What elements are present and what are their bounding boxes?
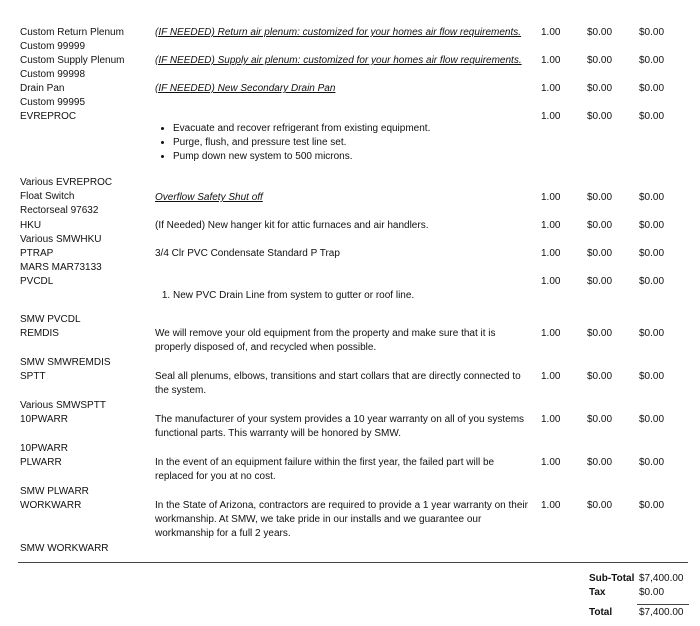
item-total: $0.00	[639, 414, 665, 425]
item-code	[20, 485, 150, 513]
subtotal-value: $7,400.00	[639, 573, 684, 584]
numbered-list	[155, 289, 533, 303]
tax-value: $0.00	[639, 587, 665, 598]
item-qty: 1.00	[541, 276, 561, 287]
bullet-item: • Evacuate and recover refrigerant from existing equipment.	[173, 122, 533, 136]
divider	[18, 562, 688, 563]
item-price: $0.00	[587, 414, 613, 425]
item-code	[20, 399, 150, 427]
item-price: $0.00	[587, 457, 613, 468]
item-code-line: PVCDL	[20, 276, 54, 287]
item-code-line: WORKWARR	[20, 500, 82, 511]
numbered-item: 1. New PVC Drain Line from system to gutter or roof line.	[173, 289, 533, 303]
item-price: $0.00	[587, 248, 613, 259]
item-total: $0.00	[639, 27, 665, 38]
item-code	[20, 219, 150, 247]
item-price: $0.00	[587, 55, 613, 66]
item-total: $0.00	[639, 55, 665, 66]
item-code	[20, 26, 150, 54]
bullet-list	[155, 122, 533, 164]
item-code-line: PLWARR	[20, 457, 62, 468]
item-description: We will remove your old equipment from the property and make sure that it is properly disposed of, and recycled when possible.	[155, 328, 496, 353]
item-qty: 1.00	[541, 111, 561, 122]
item-code-line: 10PWARR	[20, 443, 68, 454]
item-qty: 1.00	[541, 500, 561, 511]
item-code-line: SMW PVCDL	[20, 314, 81, 325]
item-qty: 1.00	[541, 83, 561, 94]
item-code	[20, 247, 150, 275]
item-description: Seal all plenums, elbows, transitions and start collars that are directly connected to the system.	[155, 371, 521, 396]
bullet-item: • Purge, flush, and pressure test line set.	[173, 136, 533, 150]
item-price: $0.00	[587, 500, 613, 511]
item-total: $0.00	[639, 276, 665, 287]
item-price: $0.00	[587, 27, 613, 38]
item-price: $0.00	[587, 192, 613, 203]
item-qty: 1.00	[541, 371, 561, 382]
item-code-line: Custom 99995	[20, 97, 86, 108]
item-code-line: 10PWARR	[20, 414, 68, 425]
item-code-line: EVREPROC	[20, 111, 77, 122]
item-code-line: Rectorseal 97632	[20, 205, 99, 216]
item-code	[20, 110, 150, 124]
item-total: $0.00	[639, 111, 665, 122]
item-total: $0.00	[639, 328, 665, 339]
item-code-line: PTRAP	[20, 248, 54, 259]
item-description: In the event of an equipment failure within the first year, the failed part will be replaced for you at no cost.	[155, 457, 495, 482]
item-total: $0.00	[639, 500, 665, 511]
subtotal-label: Sub-Total	[589, 573, 635, 584]
item-qty: 1.00	[541, 55, 561, 66]
item-description	[155, 122, 533, 164]
item-code-line: Custom Supply Plenum	[20, 55, 125, 66]
item-code	[20, 82, 150, 110]
item-code-line: Various EVREPROC	[20, 177, 113, 188]
item-code-line: Custom 99998	[20, 69, 86, 80]
item-qty: 1.00	[541, 328, 561, 339]
item-code	[20, 313, 150, 341]
item-code-line: Float Switch	[20, 191, 75, 202]
item-price: $0.00	[587, 276, 613, 287]
item-description: 3/4 Clr PVC Condensate Standard P Trap	[155, 248, 340, 259]
item-description: (IF NEEDED) New Secondary Drain Pan	[155, 83, 336, 94]
item-code	[20, 275, 150, 289]
item-price: $0.00	[587, 328, 613, 339]
item-description: (If Needed) New hanger kit for attic furnaces and air handlers.	[155, 220, 429, 231]
item-code-line: Drain Pan	[20, 83, 65, 94]
item-qty: 1.00	[541, 220, 561, 231]
item-qty: 1.00	[541, 192, 561, 203]
item-qty: 1.00	[541, 248, 561, 259]
item-qty: 1.00	[541, 27, 561, 38]
item-total: $0.00	[639, 371, 665, 382]
item-code-line: REMDIS	[20, 328, 59, 339]
item-total: $0.00	[639, 248, 665, 259]
item-code-line: Various SMWHKU	[20, 234, 102, 245]
item-code-line: SMW WORKWARR	[20, 543, 109, 554]
item-total: $0.00	[639, 220, 665, 231]
item-code-line: HKU	[20, 220, 42, 231]
item-qty: 1.00	[541, 414, 561, 425]
item-code-line: SMW SMWREMDIS	[20, 357, 111, 368]
item-code	[20, 54, 150, 82]
item-price: $0.00	[587, 371, 613, 382]
tax-label: Tax	[589, 587, 606, 598]
item-description: (IF NEEDED) Return air plenum: customized for your homes air flow requirements.	[155, 27, 522, 38]
item-code-line: SPTT	[20, 371, 46, 382]
item-code	[20, 442, 150, 470]
item-description	[155, 289, 533, 303]
item-price: $0.00	[587, 111, 613, 122]
item-total: $0.00	[639, 457, 665, 468]
total-value: $7,400.00	[639, 607, 684, 618]
item-code-line: MARS MAR73133	[20, 262, 102, 273]
total-divider	[637, 604, 689, 605]
item-qty: 1.00	[541, 457, 561, 468]
bullet-item: • Pump down new system to 500 microns.	[173, 150, 533, 164]
item-total: $0.00	[639, 83, 665, 94]
item-description: (IF NEEDED) Supply air plenum: customized for your homes air flow requirements.	[155, 55, 522, 66]
item-code	[20, 176, 150, 218]
total-label: Total	[589, 607, 613, 618]
item-code	[20, 542, 150, 556]
item-description: The manufacturer of your system provides a 10 year warranty on all of you systems functional parts. This warranty will be honored by SMW.	[155, 414, 525, 439]
item-code-line: Custom Return Plenum	[20, 27, 124, 38]
item-code-line: Various SMWSPTT	[20, 400, 106, 411]
item-code	[20, 356, 150, 384]
item-price: $0.00	[587, 83, 613, 94]
item-description: In the State of Arizona, contractors are required to provide a 1 year warranty on their workmanship. At SMW, we take pride in our installs and we guarantee our workmanship for a full 2 years.	[155, 500, 528, 539]
item-description: Overflow Safety Shut off	[155, 192, 263, 203]
item-code-line: SMW PLWARR	[20, 486, 89, 497]
item-code-line: Custom 99999	[20, 41, 86, 52]
item-total: $0.00	[639, 192, 665, 203]
item-price: $0.00	[587, 220, 613, 231]
